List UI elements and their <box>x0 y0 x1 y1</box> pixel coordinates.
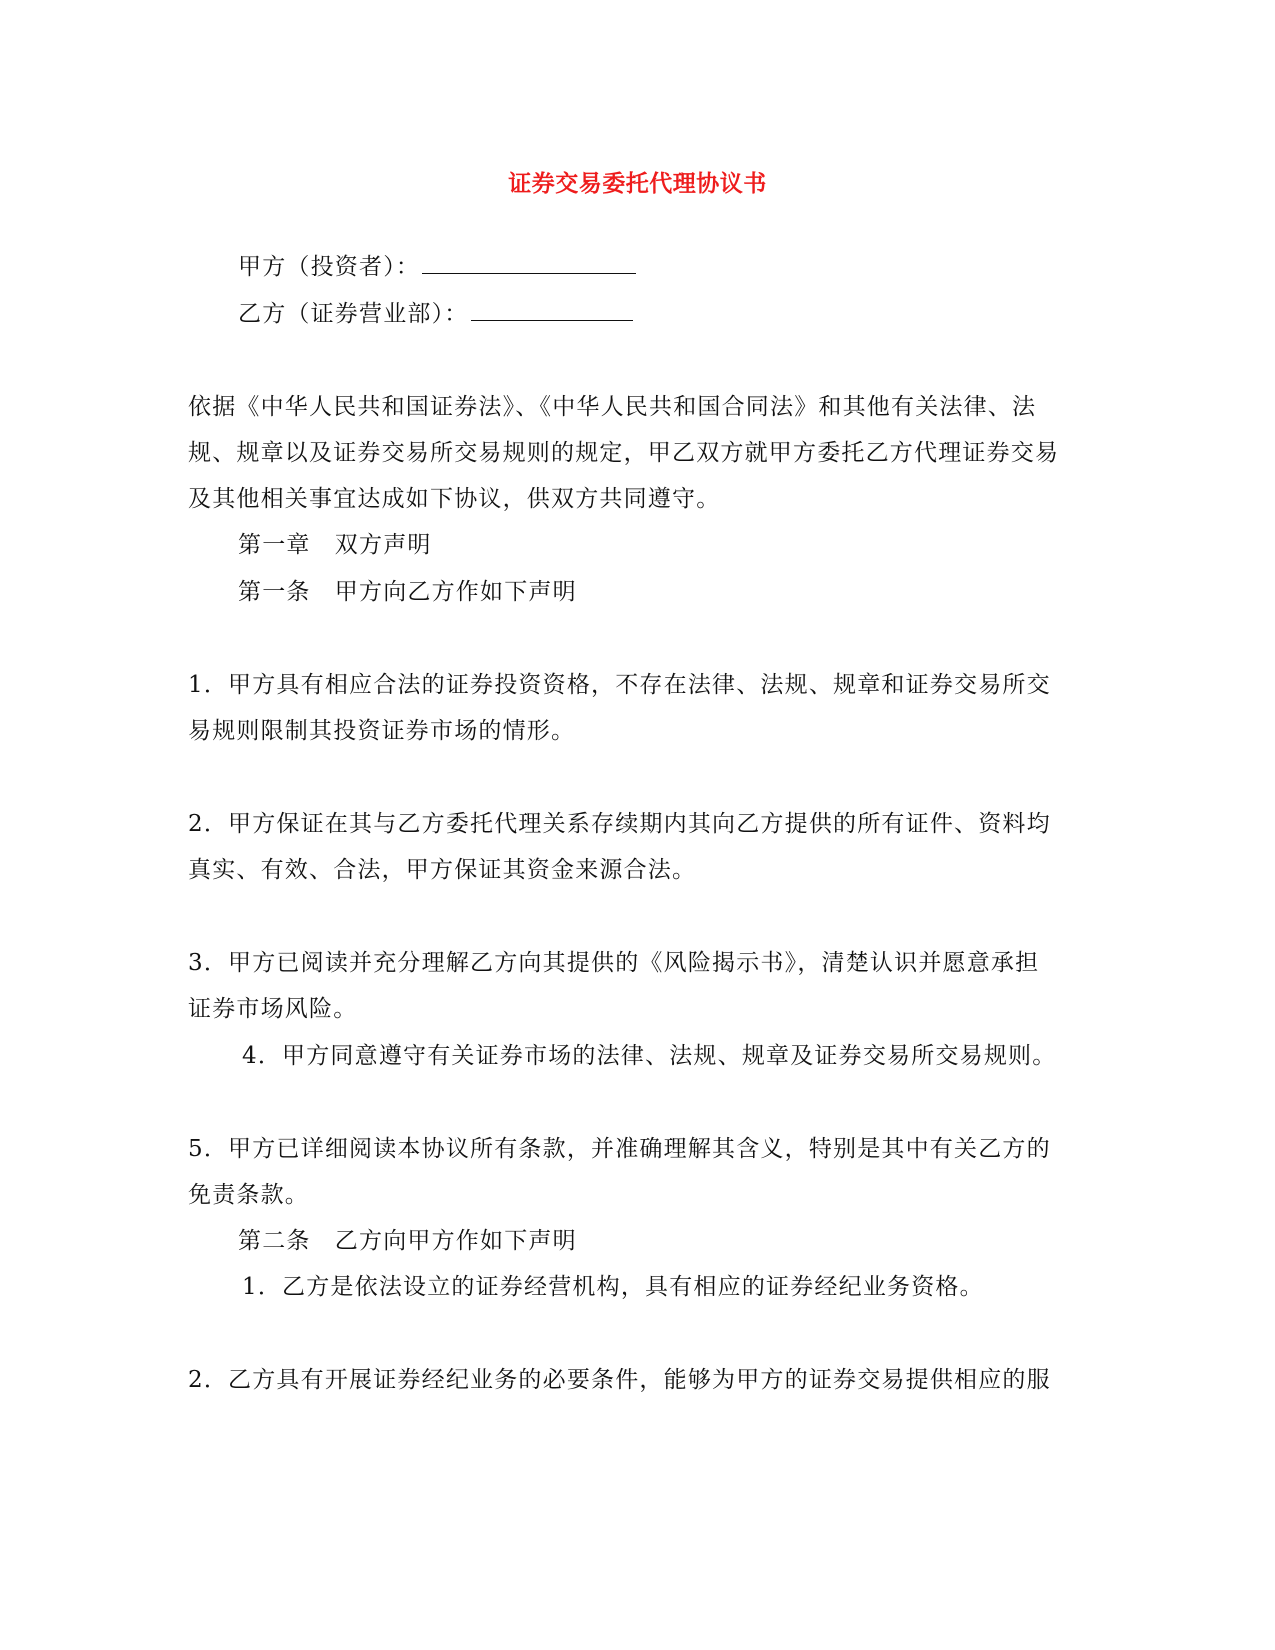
a2-item-1: 1．乙方是依法设立的证券经营机构，具有相应的证券经纪业务资格。 <box>242 1274 984 1300</box>
article-2-heading: 第二条 乙方向甲方作如下声明 <box>238 1228 577 1254</box>
a1-item-1-line-2: 易规则限制其投资证券市场的情形。 <box>188 718 576 744</box>
a1-item-5-line-1: 5．甲方已详细阅读本协议所有条款，并准确理解其含义，特别是其中有关乙方的 <box>188 1136 1051 1162</box>
party-a-blank <box>422 253 636 274</box>
preamble-line-1: 依据《中华人民共和国证券法》、《中华人民共和国合同法》和其他有关法律、法 <box>188 394 1037 420</box>
party-b-line <box>238 297 1138 331</box>
a1-item-3-line-2: 证券市场风险。 <box>188 996 358 1022</box>
a2-item-2-line-1: 2．乙方具有开展证券经纪业务的必要条件，能够为甲方的证券交易提供相应的服 <box>188 1367 1051 1393</box>
a1-item-2-line-2: 真实、有效、合法，甲方保证其资金来源合法。 <box>188 857 697 883</box>
chapter-heading: 第一章 双方声明 <box>238 532 432 558</box>
a1-item-4: 4．甲方同意遵守有关证券市场的法律、法规、规章及证券交易所交易规则。 <box>242 1043 1057 1069</box>
preamble-line-3: 及其他相关事宜达成如下协议，供双方共同遵守。 <box>188 486 721 512</box>
party-b-blank <box>471 300 633 321</box>
party-a-label: 甲方（投资者）： <box>238 254 421 280</box>
a1-item-1-line-1: 1．甲方具有相应合法的证券投资资格，不存在法律、法规、规章和证券交易所交 <box>188 672 1051 698</box>
party-b-label: 乙方（证券营业部）： <box>238 301 469 327</box>
preamble-line-2: 规、规章以及证券交易所交易规则的规定，甲乙双方就甲方委托乙方代理证券交易 <box>188 440 1060 466</box>
party-a-line <box>238 250 1138 284</box>
article-1-heading: 第一条 甲方向乙方作如下声明 <box>238 579 577 605</box>
a1-item-5-line-2: 免责条款。 <box>188 1182 309 1208</box>
document-title: 证券交易委托代理协议书 <box>508 171 767 197</box>
a1-item-3-line-1: 3．甲方已阅读并充分理解乙方向其提供的《风险揭示书》，清楚认识并愿意承担 <box>188 950 1040 976</box>
a1-item-2-line-1: 2．甲方保证在其与乙方委托代理关系存续期内其向乙方提供的所有证件、资料均 <box>188 811 1051 837</box>
